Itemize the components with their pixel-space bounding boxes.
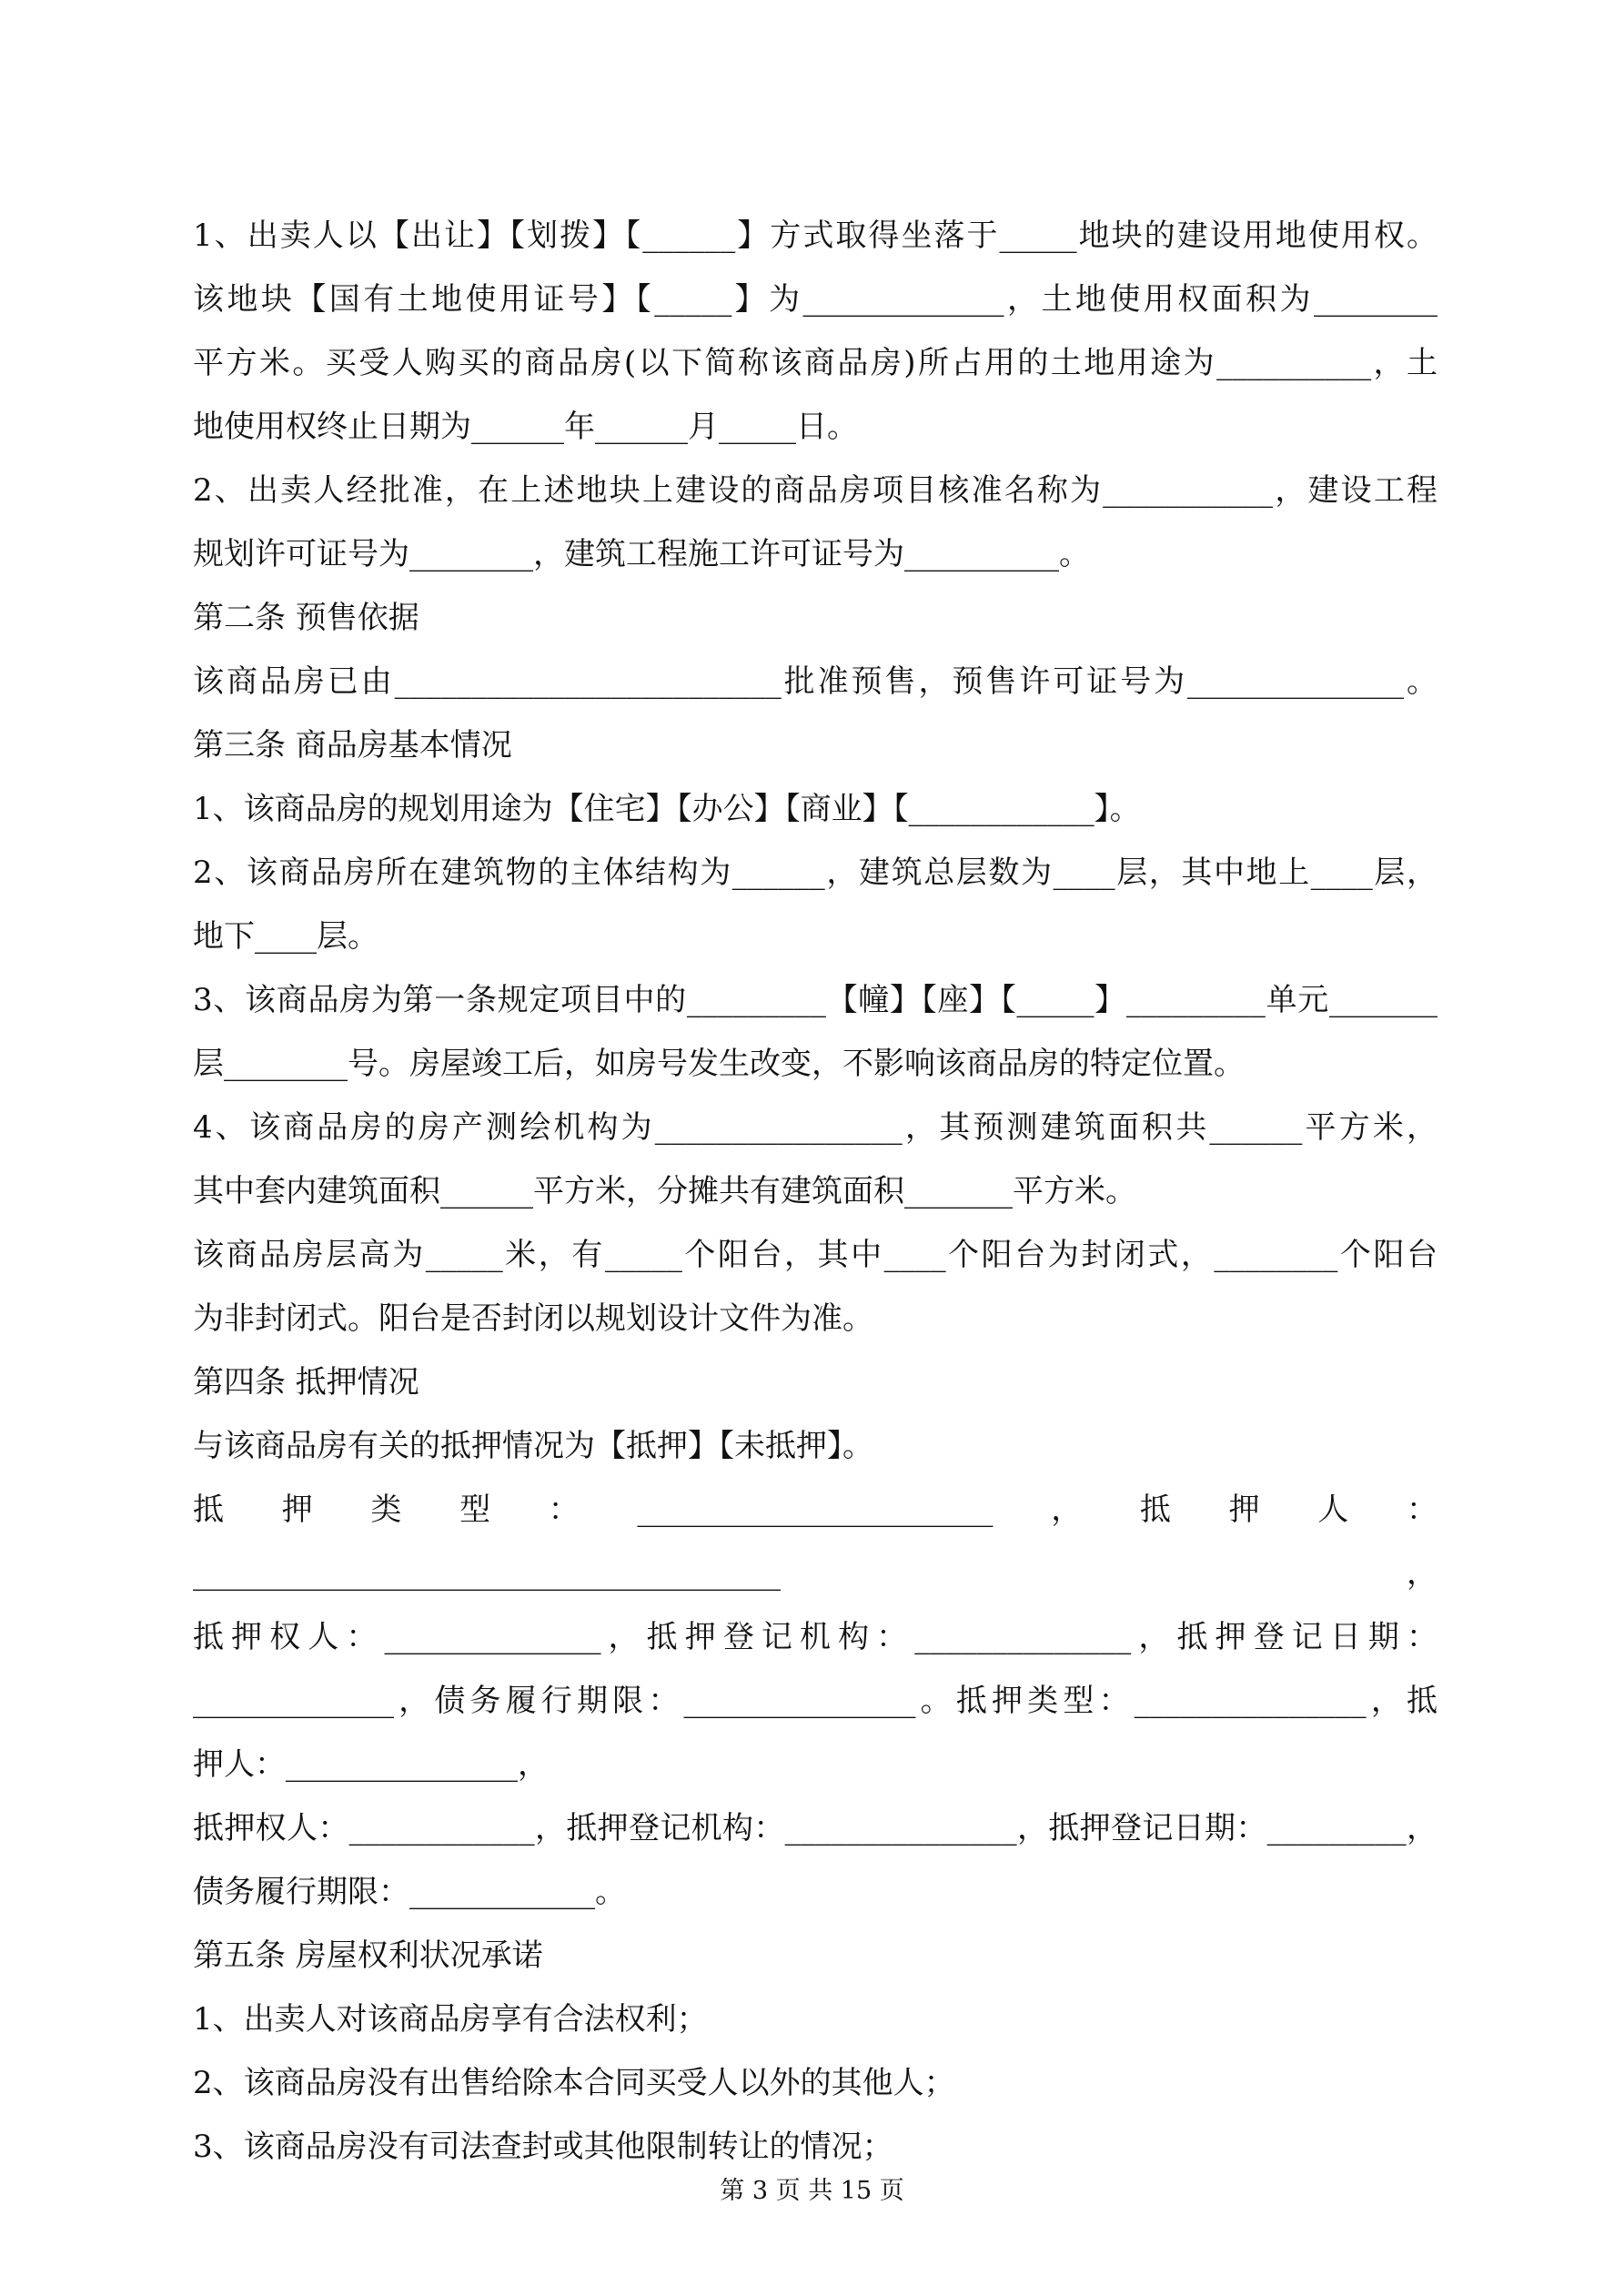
text-line: 地使用权终止日期为______年______月_____日。 — [193, 409, 858, 445]
document-body — [193, 204, 1437, 2179]
text-line: 规划许可证号为________，建筑工程施工许可证号为__________。 — [193, 536, 1090, 572]
text-line: 其中套内建筑面积______平方米，分摊共有建筑面积_______平方米。 — [193, 1173, 1136, 1209]
section-heading: 第五条 房屋权利状况承诺 — [193, 1937, 543, 1974]
text-line: 地下____层。 — [193, 918, 378, 955]
text-line: 1、出卖人以【出让】【划拨】【______】方式取得坐落于_____地块的建设用地使用权。 — [193, 217, 1437, 254]
text-line: 该地块【国有土地使用证号】【_____】为_____________，土地使用权面积为________ — [193, 281, 1437, 318]
section-heading: 第三条 商品房基本情况 — [193, 727, 512, 764]
section-heading: 第二条 预售依据 — [193, 600, 419, 636]
text-line: 抵押权人：____________，抵押登记机构：_______________，抵押登记日期：_________， — [193, 1810, 1437, 1846]
text-line: 该商品房层高为_____米，有_____个阳台，其中____个阳台为封闭式，________个阳台 — [193, 1237, 1437, 1273]
text-line: 层________号。房屋竣工后，如房号发生改变，不影响该商品房的特定位置。 — [193, 1046, 1245, 1082]
text-line: 2、该商品房所在建筑物的主体结构为______，建筑总层数为____层，其中地上____层， — [193, 855, 1437, 891]
text-line: 押人：_______________， — [193, 1746, 549, 1783]
text-line: _____________，债务履行期限：_______________。抵押类型：_______________，抵 — [193, 1683, 1437, 1719]
text-line: 1、该商品房的规划用途为【住宅】【办公】【商业】【____________】。 — [193, 791, 1141, 827]
text-line: 该商品房已由_________________________批准预售，预售许可证号为______________。 — [193, 663, 1437, 700]
text-line: 2、出卖人经批准，在上述地块上建设的商品房项目核准名称为___________，建设工程 — [193, 472, 1437, 509]
text-line: 债务履行期限：____________。 — [193, 1874, 626, 1910]
text-line: 3、该商品房没有司法查封或其他限制转让的情况； — [193, 2129, 893, 2165]
text-line: 为非封闭式。阳台是否封闭以规划设计文件为准。 — [193, 1300, 873, 1337]
page-footer: 第 3 页 共 15 页 — [720, 2177, 904, 2205]
text-line: 3、该商品房为第一条规定项目中的_________【幢】【座】【_____】_________单元_______ — [193, 982, 1437, 1018]
text-line: 抵押类型：_______________________，抵押人：______________________________________， — [193, 1492, 1437, 1592]
text-line: 1、出卖人对该商品房享有合法权利； — [193, 2001, 708, 2038]
text-line: 平方米。买受人购买的商品房(以下简称该商品房)所占用的土地用途为__________，土 — [193, 345, 1437, 381]
text-line: 与该商品房有关的抵押情况为【抵押】【未抵押】。 — [193, 1428, 873, 1464]
text-line: 4、该商品房的房产测绘机构为________________，其预测建筑面积共______平方米， — [193, 1109, 1437, 1146]
text-line: 抵押权人：______________，抵押登记机构：______________，抵押登记日期： — [193, 1619, 1437, 1655]
section-heading: 第四条 抵押情况 — [193, 1364, 419, 1401]
text-line: 2、该商品房没有出售给除本合同买受人以外的其他人； — [193, 2065, 955, 2101]
